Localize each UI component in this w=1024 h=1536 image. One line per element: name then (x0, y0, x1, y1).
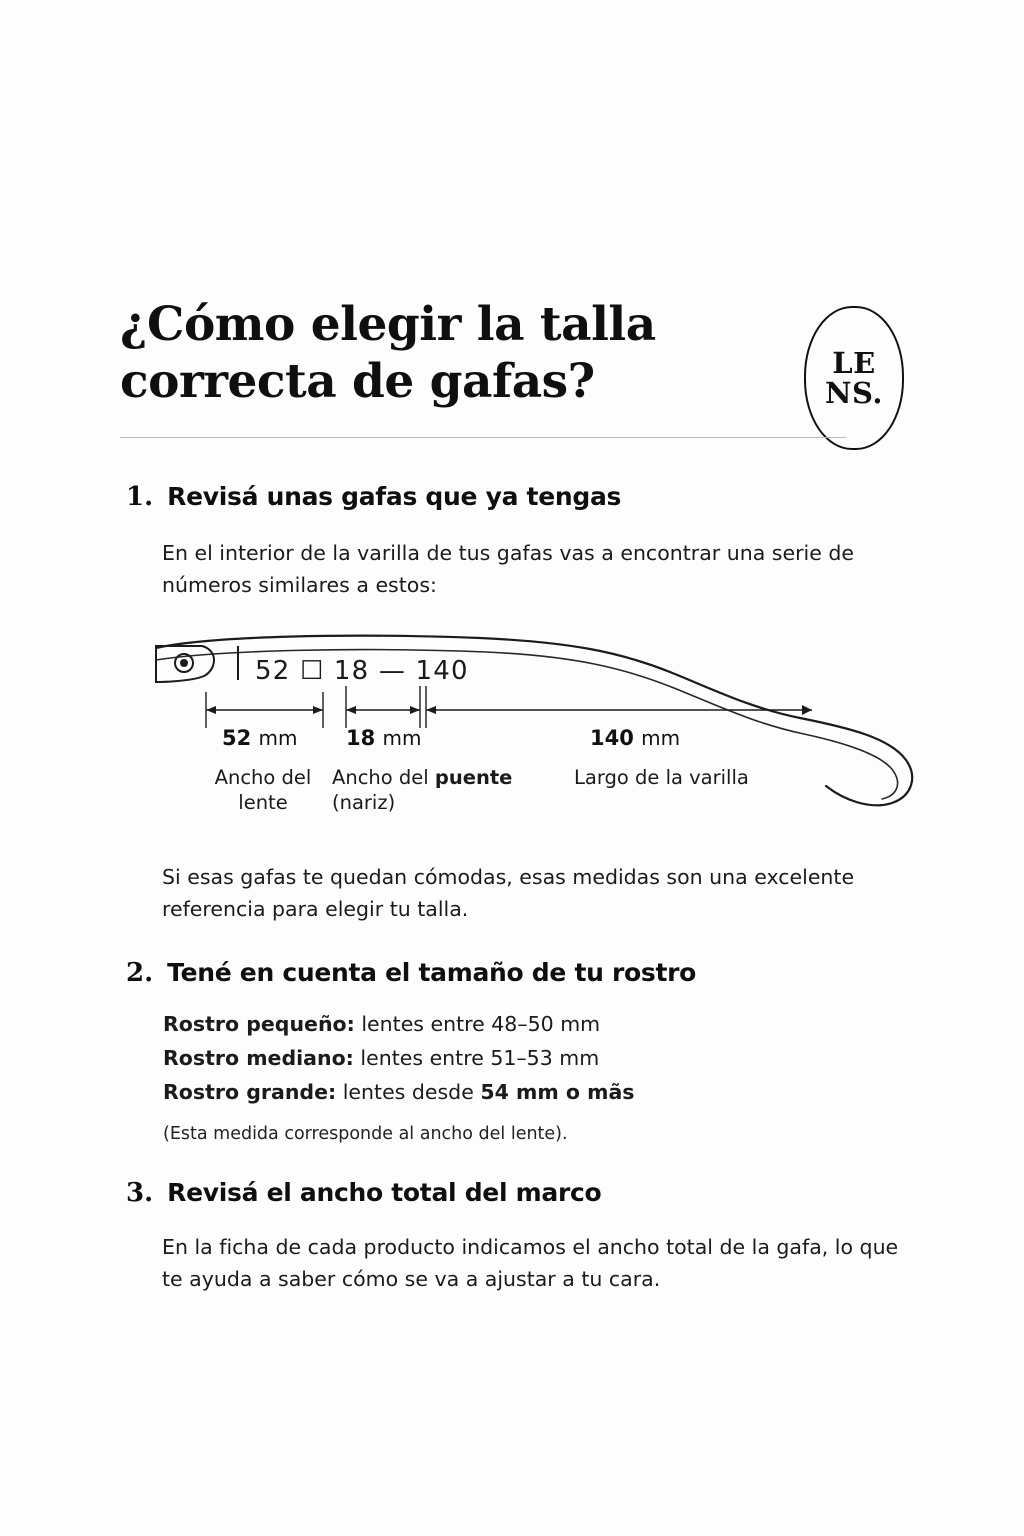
caption-temple-length-line-1: Largo de la varilla (574, 766, 749, 789)
measurement-bridge-width (346, 726, 422, 750)
list-item (163, 1008, 863, 1042)
caption-bridge-width (332, 765, 572, 816)
caption-temple-length (574, 765, 864, 790)
face-large-strong: 54 mm o mãs (480, 1079, 635, 1104)
measurement-temple-length-unit: mm (641, 726, 681, 750)
face-large-label: Rostro grande: (163, 1079, 337, 1104)
section-1-closing-paragraph: Si esas gafas te quedan cómodas, esas medidas son una excelente referencia para elegir tu talla. (162, 865, 855, 921)
section-2-number: 2. (126, 958, 154, 988)
section-1-heading (126, 482, 621, 512)
page-title-line-1: ¿Cómo elegir la talla (120, 297, 656, 352)
face-size-list (163, 1008, 863, 1109)
measurement-bridge-width-value: 18 (346, 726, 376, 750)
brand-logo (804, 306, 904, 450)
list-item (163, 1076, 863, 1110)
face-small-label: Rostro pequeño: (163, 1012, 355, 1036)
measurement-lens-width-unit: mm (258, 726, 298, 750)
brand-logo-line-2: NS. (824, 376, 883, 410)
section-3-heading (126, 1178, 601, 1208)
caption-lens-width-line-2: lente (238, 791, 288, 815)
caption-bridge-width-line-2: (nariz) (332, 791, 396, 815)
measurement-lens-width (222, 726, 298, 750)
page-title-line-2: correcta de gafas? (120, 354, 595, 410)
face-small-value: lentes entre 48–50 mm (361, 1012, 601, 1036)
face-size-note: (Esta medida corresponde al ancho del lente). (163, 1124, 568, 1144)
section-3-title: Revisá el ancho total del marco (167, 1178, 602, 1207)
section-2-title: Tené en cuenta el tamaño de tu rostro (167, 958, 697, 987)
header-divider (120, 437, 846, 438)
face-large-value: lentes desde (342, 1079, 481, 1104)
section-1-number: 1. (126, 482, 154, 512)
caption-bridge-width-line-1 (332, 765, 572, 790)
section-3-number: 3. (126, 1178, 154, 1208)
list-item (163, 1042, 863, 1076)
measurement-temple-length (590, 726, 680, 750)
section-1-paragraph: En el interior de la varilla de tus gafas vas a encontrar una serie de números similares a estos: (162, 541, 854, 597)
temple-engraving-text: 52 ☐ 18 — 140 (255, 656, 469, 686)
face-medium-value: lentes entre 51–53 mm (360, 1045, 600, 1070)
measurement-temple-length-value: 140 (590, 726, 634, 750)
caption-bridge-prefix: Ancho del (332, 766, 435, 789)
brand-logo-line-1: LE (832, 345, 876, 380)
section-3-paragraph: En la ficha de cada producto indicamos el ancho total de la gafa, lo que te ayuda a saber cómo se va a ajustar a tu cara. (162, 1235, 899, 1291)
face-medium-label: Rostro mediano: (163, 1045, 354, 1070)
page-title (120, 296, 720, 411)
measurement-bridge-width-unit: mm (382, 726, 422, 750)
section-1-title: Revisá unas gafas que ya tengas (167, 482, 622, 511)
caption-bridge-bold: puente (434, 766, 513, 789)
measurement-lens-width-value: 52 (222, 726, 252, 750)
caption-lens-width-line-1: Ancho del (214, 766, 312, 789)
temple-diagram (150, 620, 940, 850)
caption-lens-width (188, 765, 338, 816)
header (120, 296, 904, 411)
section-2-heading (126, 958, 696, 988)
